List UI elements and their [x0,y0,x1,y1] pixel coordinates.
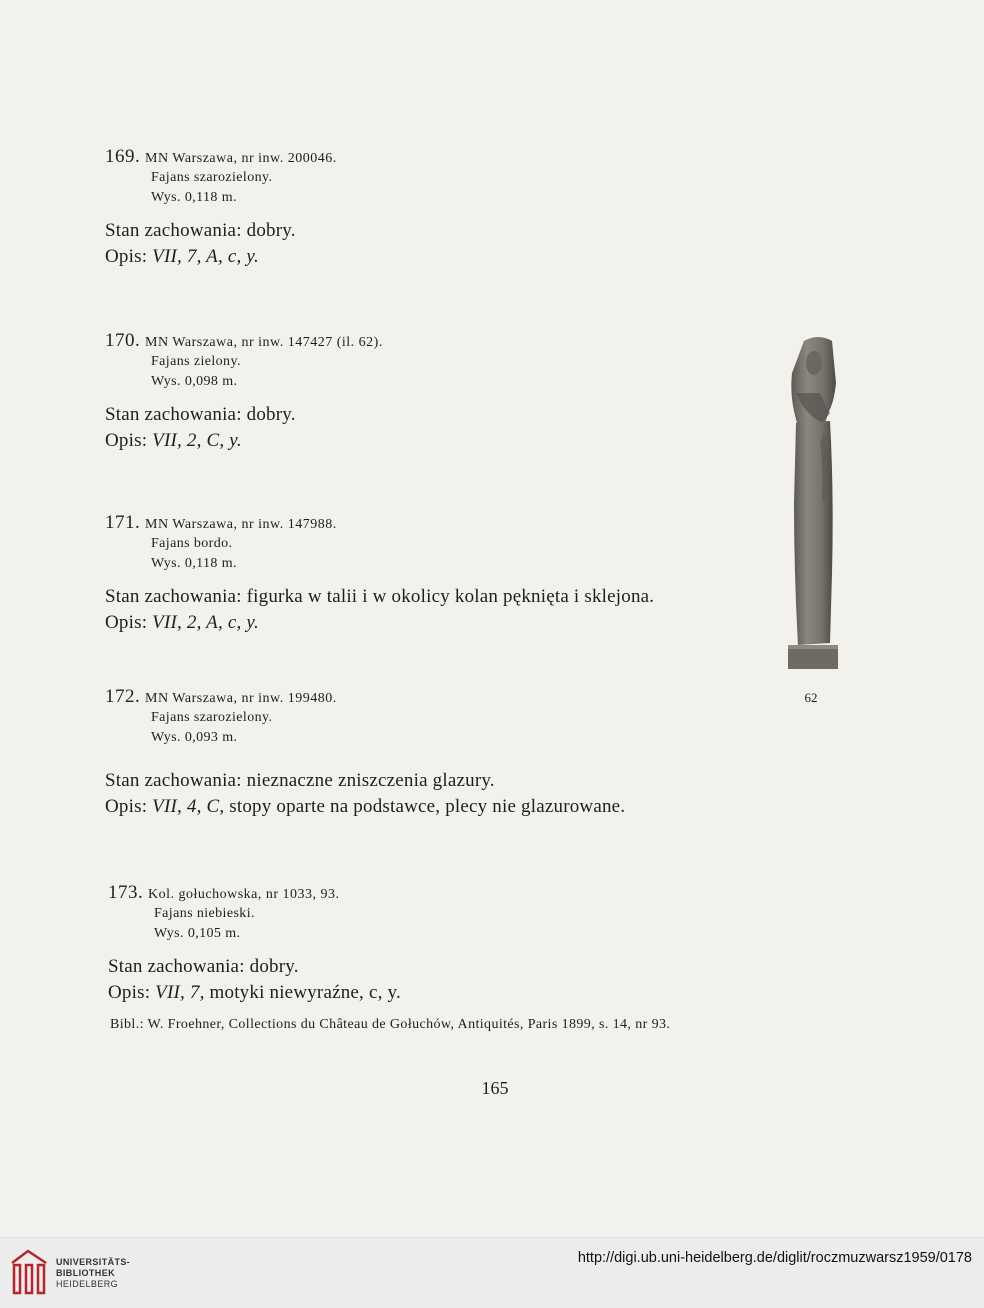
permalink-url[interactable]: http://digi.ub.uni-heidelberg.de/diglit/roczmuzwarsz1959/0178 [577,1250,972,1266]
entry-inventory: MN Warszawa, nr inw. 147988. [145,517,337,532]
condition-text: dobry. [246,404,296,425]
entry-height: Wys. 0,118 m. [151,190,237,205]
entry-number: 172. [105,686,141,707]
entry-description [105,794,625,820]
entry-inventory: MN Warszawa, nr inw. 147427 (il. 62). [145,335,383,350]
entry-condition [105,584,654,610]
entry-condition [105,768,625,794]
description-label: Opis: [105,796,148,817]
description-code: VII, 7, A, c, y. [152,246,259,267]
catalog-entry-171 [105,514,654,636]
description-label: Opis: [105,246,148,267]
catalog-entry-170 [105,332,383,454]
condition-label: Stan zachowania: [105,586,242,607]
description-label: Opis: [108,982,151,1003]
entry-condition [105,218,337,244]
condition-label: Stan zachowania: [105,220,242,241]
entry-inventory: Kol. gołuchowska, nr 1033, 93. [148,887,340,902]
page-number: 165 [481,1078,509,1098]
logo-line: HEIDELBERG [56,1279,119,1289]
condition-label: Stan zachowania: [105,770,242,791]
entry-condition [108,954,401,980]
catalog-entry-173 [108,884,401,1006]
entry-material: Fajans niebieski. [154,906,255,921]
bibliography: Bibl.: W. Froehner, Collections du Château de Gołuchów, Antiquités, Paris 1899, s. 14, nr 93. [110,1017,671,1032]
entry-height: Wys. 0,105 m. [154,926,241,941]
entry-description [108,980,401,1006]
entry-description [105,428,383,454]
logo-line: UNIVERSITÄTS- [56,1257,131,1267]
figure-caption: 62 [804,690,818,705]
entry-height: Wys. 0,098 m. [151,374,238,389]
entry-condition [105,402,383,428]
entry-material: Fajans szarozielony. [151,710,273,725]
description-label: Opis: [105,612,148,633]
description-text: motyki niewyraźne, c, y. [209,982,401,1003]
entry-material: Fajans bordo. [151,536,233,551]
shabti-figure-image [784,333,840,673]
entry-inventory: MN Warszawa, nr inw. 200046. [145,151,337,166]
catalog-entry-172 [105,688,625,820]
condition-label: Stan zachowania: [105,404,242,425]
description-code: VII, 7, [155,982,205,1003]
condition-text: dobry. [249,956,299,977]
entry-material: Fajans szarozielony. [151,170,273,185]
footer-bar [0,1237,984,1308]
condition-label: Stan zachowania: [108,956,245,977]
description-code: VII, 4, C, [152,796,225,817]
library-logo-text [56,1257,130,1290]
library-logo-icon [10,1249,48,1297]
entry-number: 170. [105,330,141,351]
entry-number: 171. [105,512,141,533]
entry-description [105,244,337,270]
logo-line: BIBLIOTHEK [56,1268,115,1278]
entry-height: Wys. 0,093 m. [151,730,238,745]
entry-number: 169. [105,146,141,167]
condition-text: nieznaczne zniszczenia glazury. [246,770,495,791]
description-label: Opis: [105,430,148,451]
entry-inventory: MN Warszawa, nr inw. 199480. [145,691,337,706]
entry-number: 173. [108,882,144,903]
description-text: stopy oparte na podstawce, plecy nie glazurowane. [229,796,626,817]
catalog-entry-169 [105,148,337,270]
condition-text: figurka w talii i w okolicy kolan pęknięta i sklejona. [246,586,655,607]
condition-text: dobry. [246,220,296,241]
description-code: VII, 2, C, y. [152,430,242,451]
entry-description [105,610,654,636]
description-code: VII, 2, A, c, y. [152,612,259,633]
entry-height: Wys. 0,118 m. [151,556,237,571]
entry-material: Fajans zielony. [151,354,241,369]
